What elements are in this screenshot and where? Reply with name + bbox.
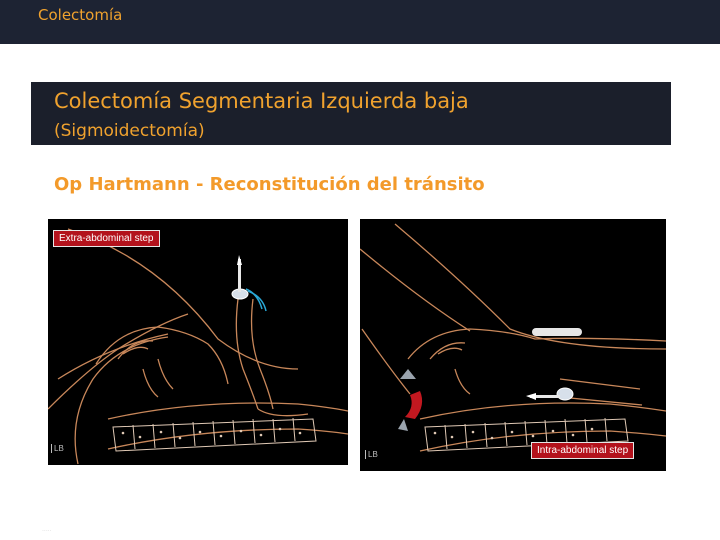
title-band — [31, 82, 671, 145]
figure-intra-abdominal — [360, 219, 666, 471]
extra-abdominal-step-label: Extra-abdominal step — [53, 230, 160, 247]
top-bar — [0, 0, 720, 44]
intra-abdominal-step-label: Intra-abdominal step — [531, 442, 634, 459]
illustration-right — [360, 219, 666, 471]
lb-logo: LB — [365, 450, 380, 459]
lb-logo: LB — [51, 444, 66, 453]
slide-subtitle: Op Hartmann - Reconstitución del tránsito — [54, 174, 485, 195]
header-title: Colectomía — [38, 6, 123, 24]
slide-title-sub: (Sigmoidectomía) — [54, 121, 205, 141]
figure-extra-abdominal — [48, 219, 348, 465]
illustration-left — [48, 219, 348, 465]
footer-mark: ..... — [42, 526, 52, 533]
slide-title: Colectomía Segmentaria Izquierda baja — [54, 89, 469, 113]
